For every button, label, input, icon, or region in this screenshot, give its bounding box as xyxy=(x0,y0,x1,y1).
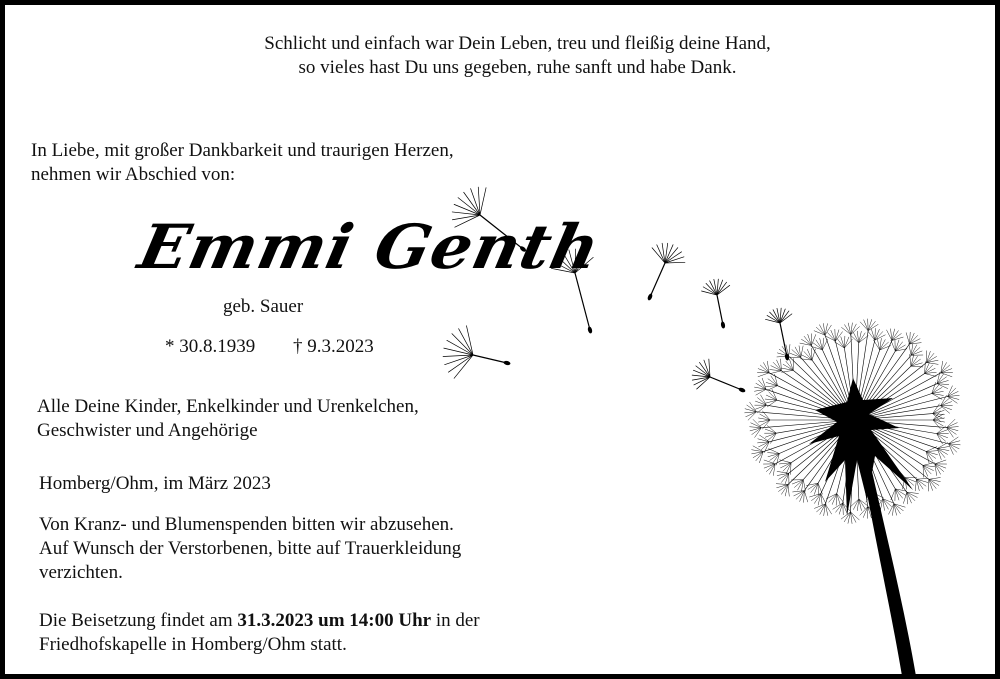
puff-seed-fluff xyxy=(794,480,803,488)
puff-seed-fluff xyxy=(941,395,947,405)
puff-seed-fluff xyxy=(937,430,948,434)
puff-seed-fluff xyxy=(937,448,941,459)
puff-seed-fluff xyxy=(948,386,953,397)
puff-seed-fluff xyxy=(941,373,952,377)
puff-seed-fluff xyxy=(941,365,950,373)
flowers-line-3: verzichten. xyxy=(39,562,123,583)
puff-seed-fluff xyxy=(933,407,943,414)
place-date: Homberg/Ohm, im März 2023 xyxy=(39,473,271,494)
puff-seed-fluff xyxy=(759,435,769,442)
flying-seed-fluff xyxy=(665,262,685,263)
puff-seed-fluff xyxy=(910,335,918,344)
flowers-line-2: Auf Wunsch der Verstorbenen, bitte auf Trauerkleidung xyxy=(39,538,462,559)
puff-seed-fluff xyxy=(911,351,922,355)
flying-seed-fluff xyxy=(448,355,473,372)
birth-date: * 30.8.1939 xyxy=(165,336,256,357)
flying-seed-fluff xyxy=(466,326,473,355)
puff-seed-fluff xyxy=(860,322,868,331)
puff-seed-fluff xyxy=(765,400,777,403)
puff-seed-fluff xyxy=(863,507,868,518)
flying-seed-tip xyxy=(647,294,652,301)
puff-seed-fluff xyxy=(748,412,756,420)
intro-text xyxy=(31,139,454,187)
puff-seed-fluff xyxy=(883,499,892,507)
mourners-text xyxy=(37,395,419,443)
puff-seed-fluff xyxy=(948,397,958,404)
puff-seed-fluff xyxy=(837,338,844,347)
puff-seed-fluff xyxy=(891,340,895,351)
puff-seed-fluff xyxy=(947,419,955,427)
puff-seed-fluff xyxy=(792,480,803,484)
puff-seed-fluff xyxy=(864,320,869,331)
puff-seed-fluff xyxy=(765,429,776,433)
puff-seed-fluff xyxy=(851,326,860,334)
puff-seed-fluff xyxy=(785,473,789,484)
puff-seed-fluff xyxy=(765,433,776,437)
puff-seed-fluff xyxy=(941,369,952,373)
puff-seed-fluff xyxy=(761,395,767,405)
puff-seed-fluff xyxy=(941,402,952,406)
puff-seed-fluff xyxy=(759,452,763,463)
puff-seed-fluff xyxy=(837,494,844,504)
burial-datetime: 31.3.2023 um 14:00 Uhr xyxy=(237,610,432,631)
puff-seed-fluff xyxy=(937,434,946,442)
intro-line-1: In Liebe, mit großer Dankbarkeit und traurigen Herzen, xyxy=(31,140,454,161)
flowers-line-1: Von Kranz- und Blumenspenden bitten wir abzusehen. xyxy=(39,514,454,535)
puff-seed-fluff xyxy=(835,503,842,512)
puff-seed-fluff xyxy=(781,370,793,372)
puff-seed-fluff xyxy=(772,389,777,400)
puff-seed-fluff xyxy=(827,332,835,341)
puff-seed-fluff xyxy=(767,433,776,441)
motto-line-1: Schlicht und einfach war Dein Leben, treu und fleißig deine Hand, xyxy=(264,33,771,54)
puff-seed-fluff xyxy=(755,401,766,405)
puff-seed-fluff xyxy=(929,477,941,479)
puff-seed-fluff xyxy=(929,479,933,490)
flying-seed-fluff xyxy=(444,348,473,355)
puff-seed-fluff xyxy=(907,492,915,501)
puff-seed-fluff xyxy=(880,342,889,350)
puff-seed-fluff xyxy=(818,483,822,494)
puff-seed-fluff xyxy=(757,405,766,413)
puff-seed-fluff xyxy=(835,330,839,341)
puff-seed-fluff xyxy=(837,494,841,505)
puff-seed-fluff xyxy=(949,444,957,453)
flying-seed-stalk xyxy=(650,263,665,297)
death-date: † 9.3.2023 xyxy=(293,336,374,357)
puff-seed-fluff xyxy=(761,442,769,451)
puff-seed-fluff xyxy=(829,494,837,503)
puff-seed-fluff xyxy=(789,359,793,370)
puff-seed-fluff xyxy=(762,378,766,389)
deceased-name: Emmi Genth xyxy=(132,211,607,284)
puff-seed-fluff xyxy=(770,433,776,443)
puff-seed-fluff xyxy=(835,329,836,341)
puff-seed-fluff xyxy=(764,464,775,468)
flying-seed-stalk xyxy=(717,295,723,325)
flower-stem xyxy=(861,458,917,674)
puff-seed-fluff xyxy=(831,330,836,341)
puff-seed-fluff xyxy=(755,405,766,409)
flying-seed-stalk xyxy=(710,377,742,390)
mourners-line-1: Alle Deine Kinder, Enkelkinder und Urenkelchen, xyxy=(37,396,419,417)
flying-seed-tip xyxy=(504,361,511,365)
puff-seed-fluff xyxy=(757,397,766,405)
puff-seed-fluff xyxy=(935,464,944,472)
puff-seed-fluff xyxy=(909,344,911,356)
puff-seed-fluff xyxy=(758,369,769,373)
puff-seed-fluff xyxy=(766,464,775,472)
puff-seed-fluff xyxy=(883,499,894,503)
puff-seed-fluff xyxy=(758,439,770,442)
puff-seed-fluff xyxy=(917,478,929,479)
burial-info xyxy=(39,609,480,657)
flying-seed-tip xyxy=(588,327,592,334)
puff-seed-fluff xyxy=(816,327,825,335)
puff-seed-fluff xyxy=(816,504,825,512)
burial-line-2: Friedhofskapelle in Homberg/Ohm statt. xyxy=(39,634,347,655)
puff-seed-fluff xyxy=(932,382,936,393)
burial-suffix: in der xyxy=(431,610,480,631)
puff-seed-fluff xyxy=(773,362,781,371)
burial-prefix: Die Beisetzung findet am xyxy=(39,610,238,631)
flying-seed-stalk xyxy=(473,355,507,363)
puff-seed-fluff xyxy=(948,397,960,400)
puff-seed-fluff xyxy=(788,485,789,497)
puff-seed-fluff xyxy=(937,434,948,438)
puff-seed-fluff xyxy=(836,494,837,506)
puff-seed-fluff xyxy=(804,351,812,360)
puff-seed-fluff xyxy=(758,373,769,377)
flying-seed-fluff xyxy=(452,334,473,355)
puff-seed-fluff xyxy=(949,444,954,455)
motto-line-2: so vieles hast Du uns gegeben, ruhe sanft und habe Dank. xyxy=(298,57,737,78)
puff-seed-fluff xyxy=(925,365,933,374)
puff-seed-fluff xyxy=(875,335,886,340)
burial-line-1 xyxy=(39,609,480,633)
puff-seed-fluff xyxy=(770,371,782,374)
flowers-note xyxy=(39,513,461,585)
flying-seed-tip xyxy=(739,387,746,392)
puff-seed-fluff xyxy=(832,494,837,505)
intro-line-2: nehmen wir Abschied von: xyxy=(31,164,236,185)
puff-seed-fluff xyxy=(752,428,762,435)
puff-seed-fluff xyxy=(764,442,769,453)
puff-seed-fluff xyxy=(906,332,909,343)
puff-seed-fluff xyxy=(803,480,805,492)
puff-seed-fluff xyxy=(927,362,939,364)
flying-seed-tip xyxy=(721,322,725,328)
puff-seed-fluff xyxy=(871,329,875,340)
puff-seed-fluff xyxy=(812,349,815,360)
puff-seed-fluff xyxy=(948,388,956,397)
puff-seed-fluff xyxy=(760,365,769,373)
puff-seed-fluff xyxy=(851,512,860,520)
puff-seed-fluff xyxy=(927,351,931,362)
puff-seed-fluff xyxy=(753,419,761,427)
puff-seed-fluff xyxy=(789,344,790,356)
puff-seed-fluff xyxy=(811,334,815,345)
puff-seed-fluff xyxy=(804,491,807,502)
motto-verse xyxy=(5,32,1000,80)
puff-seed-fluff xyxy=(747,405,757,412)
birth-name: geb. Sauer xyxy=(223,296,304,317)
puff-seed-fluff xyxy=(935,460,946,464)
puff-seed-fluff xyxy=(814,504,825,508)
puff-seed-fluff xyxy=(776,484,788,485)
puff-seed-fluff xyxy=(937,434,943,444)
puff-seed-fluff xyxy=(923,465,931,474)
puff-seed-fluff xyxy=(875,331,883,340)
puff-seed-fluff xyxy=(868,331,875,341)
puff-seed-fluff xyxy=(868,321,875,330)
puff-seed-fluff xyxy=(792,349,801,357)
puff-seed-fluff xyxy=(923,462,935,465)
puff-seed-fluff xyxy=(941,406,952,410)
puff-seed-fluff xyxy=(935,464,946,468)
puff-seed-fluff xyxy=(949,437,959,444)
mourners-line-2: Geschwister und Angehörige xyxy=(37,420,258,441)
puff-seed-fluff xyxy=(875,328,876,340)
puff-seed-fluff xyxy=(844,337,849,348)
puff-seed-fluff xyxy=(915,479,916,491)
puff-seed-fluff xyxy=(796,491,804,500)
puff-seed-fluff xyxy=(911,347,920,355)
puff-seed-fluff xyxy=(783,463,791,472)
puff-seed-fluff xyxy=(949,441,961,444)
puff-seed-fluff xyxy=(814,331,825,335)
flying-seed-fluff xyxy=(480,188,486,215)
puff-seed-fluff xyxy=(790,353,801,357)
